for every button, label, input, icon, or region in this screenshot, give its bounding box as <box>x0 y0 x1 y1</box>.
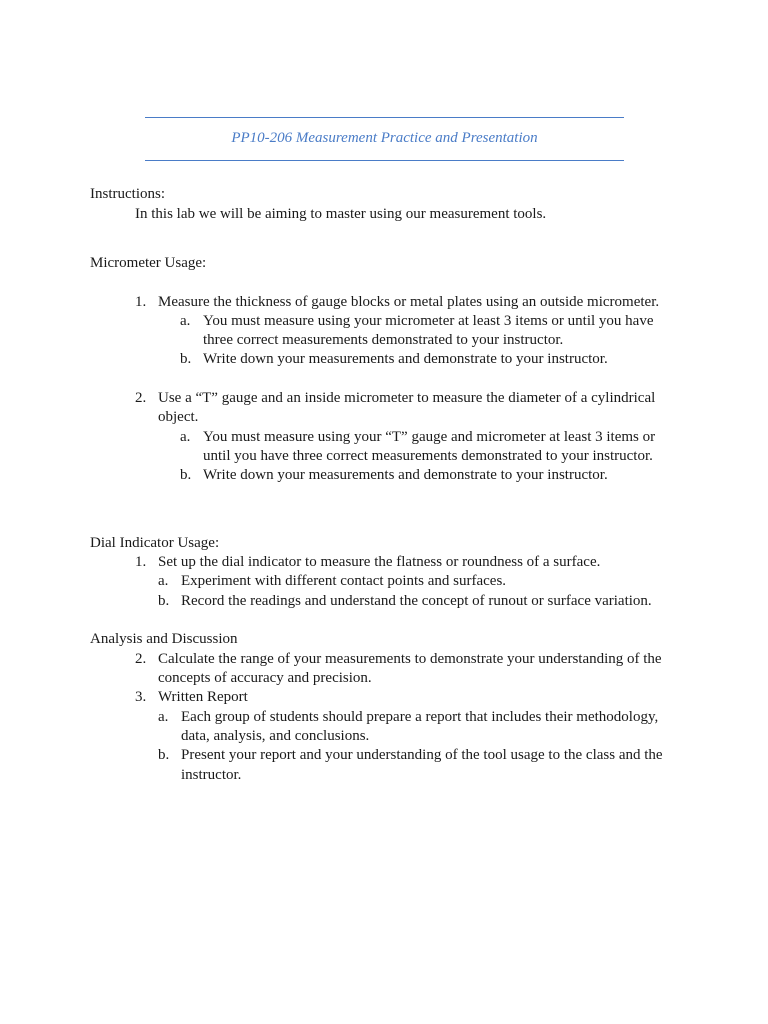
analysis-item-2-number: 2. <box>135 651 147 667</box>
instructions-text: In this lab we will be aiming to master using our measurement tools. <box>135 206 547 222</box>
micrometer-item-2-line2: object. <box>158 409 199 425</box>
analysis-item-3-number: 3. <box>135 689 147 705</box>
micrometer-item-1a-letter: a. <box>180 313 191 329</box>
micrometer-item-1b-text: Write down your measurements and demonstrate to your instructor. <box>203 351 608 367</box>
title-bottom-rule <box>145 160 624 161</box>
analysis-item-3a-line2: data, analysis, and conclusions. <box>181 728 370 744</box>
dial-item-1a-letter: a. <box>158 573 169 589</box>
micrometer-item-1a-line2: three correct measurements demonstrated to your instructor. <box>203 332 564 348</box>
dial-item-1b-letter: b. <box>158 593 170 609</box>
micrometer-item-2a-letter: a. <box>180 429 191 445</box>
analysis-item-2-line1: Calculate the range of your measurements to demonstrate your understanding of the <box>158 651 662 667</box>
dial-item-1-number: 1. <box>135 554 147 570</box>
dial-item-1a-text: Experiment with different contact points and surfaces. <box>181 573 507 589</box>
analysis-item-3-text: Written Report <box>158 689 248 705</box>
analysis-item-3b-line1: Present your report and your understanding of the tool usage to the class and the <box>181 747 663 763</box>
micrometer-item-2a-line1: You must measure using your “T” gauge and micrometer at least 3 items or <box>203 429 656 445</box>
micrometer-item-1b-letter: b. <box>180 351 192 367</box>
micrometer-item-1a-line1: You must measure using your micrometer at least 3 items or until you have <box>203 313 654 329</box>
micrometer-item-2a-line2: until you have three correct measurements demonstrated to your instructor. <box>203 448 653 464</box>
dial-heading: Dial Indicator Usage: <box>90 535 220 551</box>
analysis-item-3a-letter: a. <box>158 709 169 725</box>
analysis-item-3b-letter: b. <box>158 747 170 763</box>
instructions-heading: Instructions: <box>90 186 165 202</box>
dial-item-1b-text: Record the readings and understand the concept of runout or surface variation. <box>181 593 652 609</box>
analysis-item-3b-line2: instructor. <box>181 767 242 783</box>
analysis-heading: Analysis and Discussion <box>90 631 238 647</box>
micrometer-item-2b-letter: b. <box>180 467 192 483</box>
micrometer-heading: Micrometer Usage: <box>90 255 207 271</box>
dial-item-1-text: Set up the dial indicator to measure the flatness or roundness of a surface. <box>158 554 601 570</box>
analysis-item-2-line2: concepts of accuracy and precision. <box>158 670 372 686</box>
analysis-item-3a-line1: Each group of students should prepare a report that includes their methodology, <box>181 709 659 725</box>
micrometer-item-1-text: Measure the thickness of gauge blocks or metal plates using an outside micrometer. <box>158 294 660 310</box>
title-top-rule <box>145 117 624 118</box>
micrometer-item-2b-text: Write down your measurements and demonstrate to your instructor. <box>203 467 608 483</box>
micrometer-item-2-line1: Use a “T” gauge and an inside micrometer to measure the diameter of a cylindrical <box>158 390 656 406</box>
micrometer-item-1-number: 1. <box>135 294 147 310</box>
document-title: PP10-206 Measurement Practice and Presentation <box>231 130 538 146</box>
micrometer-item-2-number: 2. <box>135 390 147 406</box>
